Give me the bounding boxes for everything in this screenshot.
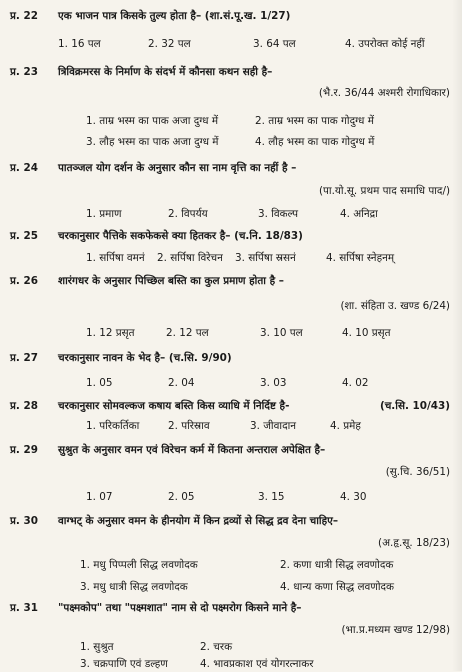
option: 2. 04 [168, 377, 195, 389]
option: 2. 05 [168, 491, 195, 503]
options-row [0, 375, 462, 391]
option: 2. चरक [200, 641, 233, 653]
option: 3. 03 [260, 377, 287, 389]
options-row [0, 656, 462, 672]
question-row [0, 228, 462, 244]
option: 4. धान्य कणा सिद्ध लवणोदक [280, 581, 395, 593]
question-source: (च.सि. 10/43) [379, 400, 450, 412]
option: 3. 64 पल [253, 38, 296, 50]
question-number: प्र. 29 [10, 444, 38, 456]
option: 1. प्रमाण [86, 208, 122, 220]
option: 3. सर्पिषा स्रसनं [235, 252, 296, 264]
option: 1. 16 पल [58, 38, 101, 50]
option: 3. 15 [258, 491, 285, 503]
question-text: "पक्ष्मकोप" तथा "पक्ष्मशात" नाम से दो पक्ष्मरोग किसने माने है– [58, 602, 302, 614]
question-source: (पा.यो.सू. प्रथम पाद समाधि पाद/) [318, 185, 450, 197]
option: 1. परिकर्तिका [86, 420, 140, 432]
question-text: वाग्भट् के अनुसार वमन के हीनयोग में किन द्रव्यों से सिद्ध द्रव देना चाहिए– [58, 515, 339, 527]
source-row [0, 535, 462, 551]
option: 3. जीवादान [250, 420, 297, 432]
option: 1. सुश्रुत [80, 641, 114, 653]
source-row [0, 464, 462, 480]
question-row [0, 273, 462, 289]
option: 3. लौह भस्म का पाक अजा दुग्ध में [86, 136, 219, 148]
option: 2. विपर्यय [168, 208, 208, 220]
question-row [0, 8, 462, 24]
options-row [0, 639, 462, 655]
question-number: प्र. 25 [10, 230, 38, 242]
question-row [0, 513, 462, 529]
option: 4. लौह भस्म का पाक गोदुग्ध में [255, 136, 375, 148]
option: 1. 07 [86, 491, 113, 503]
option: 4. अनिद्रा [340, 208, 378, 220]
options-row [0, 325, 462, 341]
question-row [0, 600, 462, 616]
options-row [0, 36, 462, 52]
source-row [0, 183, 462, 199]
question-text: शारंगधर के अनुसार पिच्छिल बस्ति का कुल प्रमाण होता है – [58, 275, 284, 287]
question-source: (शा. संहिता उ. खण्ड 6/24) [340, 300, 450, 312]
options-row [0, 557, 462, 573]
question-text: त्रिविक्रमरस के निर्माण के संदर्भ में कौनसा कथन सही है– [58, 66, 273, 78]
question-source: (अ.हृ.सू. 18/23) [378, 537, 450, 549]
option: 3. 10 पल [260, 327, 303, 339]
question-text: चरकानुसार पैत्तिके सकफेकसे क्या हितकर है– (च.नि. 18/83) [58, 230, 303, 242]
page-edge-shadow [452, 0, 462, 671]
question-text: सुश्रुत के अनुसार वमन एवं विरेचन कर्म में कितना अन्तराल अपेक्षित है– [58, 444, 326, 456]
options-row [0, 134, 462, 150]
option: 1. 05 [86, 377, 113, 389]
options-row [0, 579, 462, 595]
question-source: (सु.चि. 36/51) [385, 466, 450, 478]
option: 2. कणा धात्री सिद्ध लवणोदक [280, 559, 394, 571]
question-text: एक भाजन पात्र किसके तुल्य होता है– (शा.सं.पू.ख. 1/27) [58, 10, 291, 22]
option: 3. विकल्प [258, 208, 299, 220]
option: 1. मधु पिप्पली सिद्ध लवणोदक [80, 559, 198, 571]
option: 4. प्रमेह [330, 420, 361, 432]
option: 2. परिस्राव [168, 420, 210, 432]
options-row [0, 250, 462, 266]
option: 2. 32 पल [148, 38, 191, 50]
option: 4. 30 [340, 491, 367, 503]
question-number: प्र. 30 [10, 515, 38, 527]
question-text: चरकानुसार सोमवल्कज कषाय बस्ति किस व्याधि में निर्दिष्ट है- [58, 400, 290, 412]
question-text: चरकानुसार नावन के भेद है– (च.सि. 9/90) [58, 352, 232, 364]
option: 4. उपरोक्त कोई नहीं [345, 38, 425, 50]
question-number: प्र. 27 [10, 352, 38, 364]
option: 1. सर्पिषा वमनं [86, 252, 145, 264]
option: 4. 02 [342, 377, 369, 389]
question-row [0, 398, 462, 414]
question-source: (भा.प्र.मध्यम खण्ड 12/98) [341, 624, 450, 636]
question-number: प्र. 22 [10, 10, 38, 22]
question-source: (भै.र. 36/44 अश्मरी रोगाधिकार) [318, 87, 450, 99]
option: 4. 10 प्रसृत [342, 327, 391, 339]
options-row [0, 418, 462, 434]
option: 1. ताम्र भस्म का पाक अजा दुग्ध में [86, 115, 219, 127]
question-row [0, 64, 462, 80]
option: 1. 12 प्रसृत [86, 327, 135, 339]
options-row [0, 113, 462, 129]
option: 2. सर्पिषा विरेचन [157, 252, 223, 264]
option: 3. चक्रपाणि एवं डल्हण [80, 658, 168, 670]
source-row [0, 85, 462, 101]
option: 2. 12 पल [166, 327, 209, 339]
question-row [0, 160, 462, 176]
options-row [0, 206, 462, 222]
source-row [0, 298, 462, 314]
options-row [0, 489, 462, 505]
question-text: पातञ्जल योग दर्शन के अनुसार कौन सा नाम वृत्ति का नहीं है – [58, 162, 297, 174]
option: 2. ताम्र भस्म का पाक गोदुग्ध में [255, 115, 374, 127]
option: 4. सर्पिषा स्नेहनम् [326, 252, 395, 264]
question-number: प्र. 24 [10, 162, 38, 174]
question-number: प्र. 23 [10, 66, 38, 78]
question-row [0, 442, 462, 458]
option: 3. मधु धात्री सिद्ध लवणोदक [80, 581, 188, 593]
question-number: प्र. 31 [10, 602, 38, 614]
question-number: प्र. 28 [10, 400, 38, 412]
source-row [0, 622, 462, 638]
question-row [0, 350, 462, 366]
question-number: प्र. 26 [10, 275, 38, 287]
option: 4. भावप्रकाश एवं योगरत्नाकर [200, 658, 314, 670]
